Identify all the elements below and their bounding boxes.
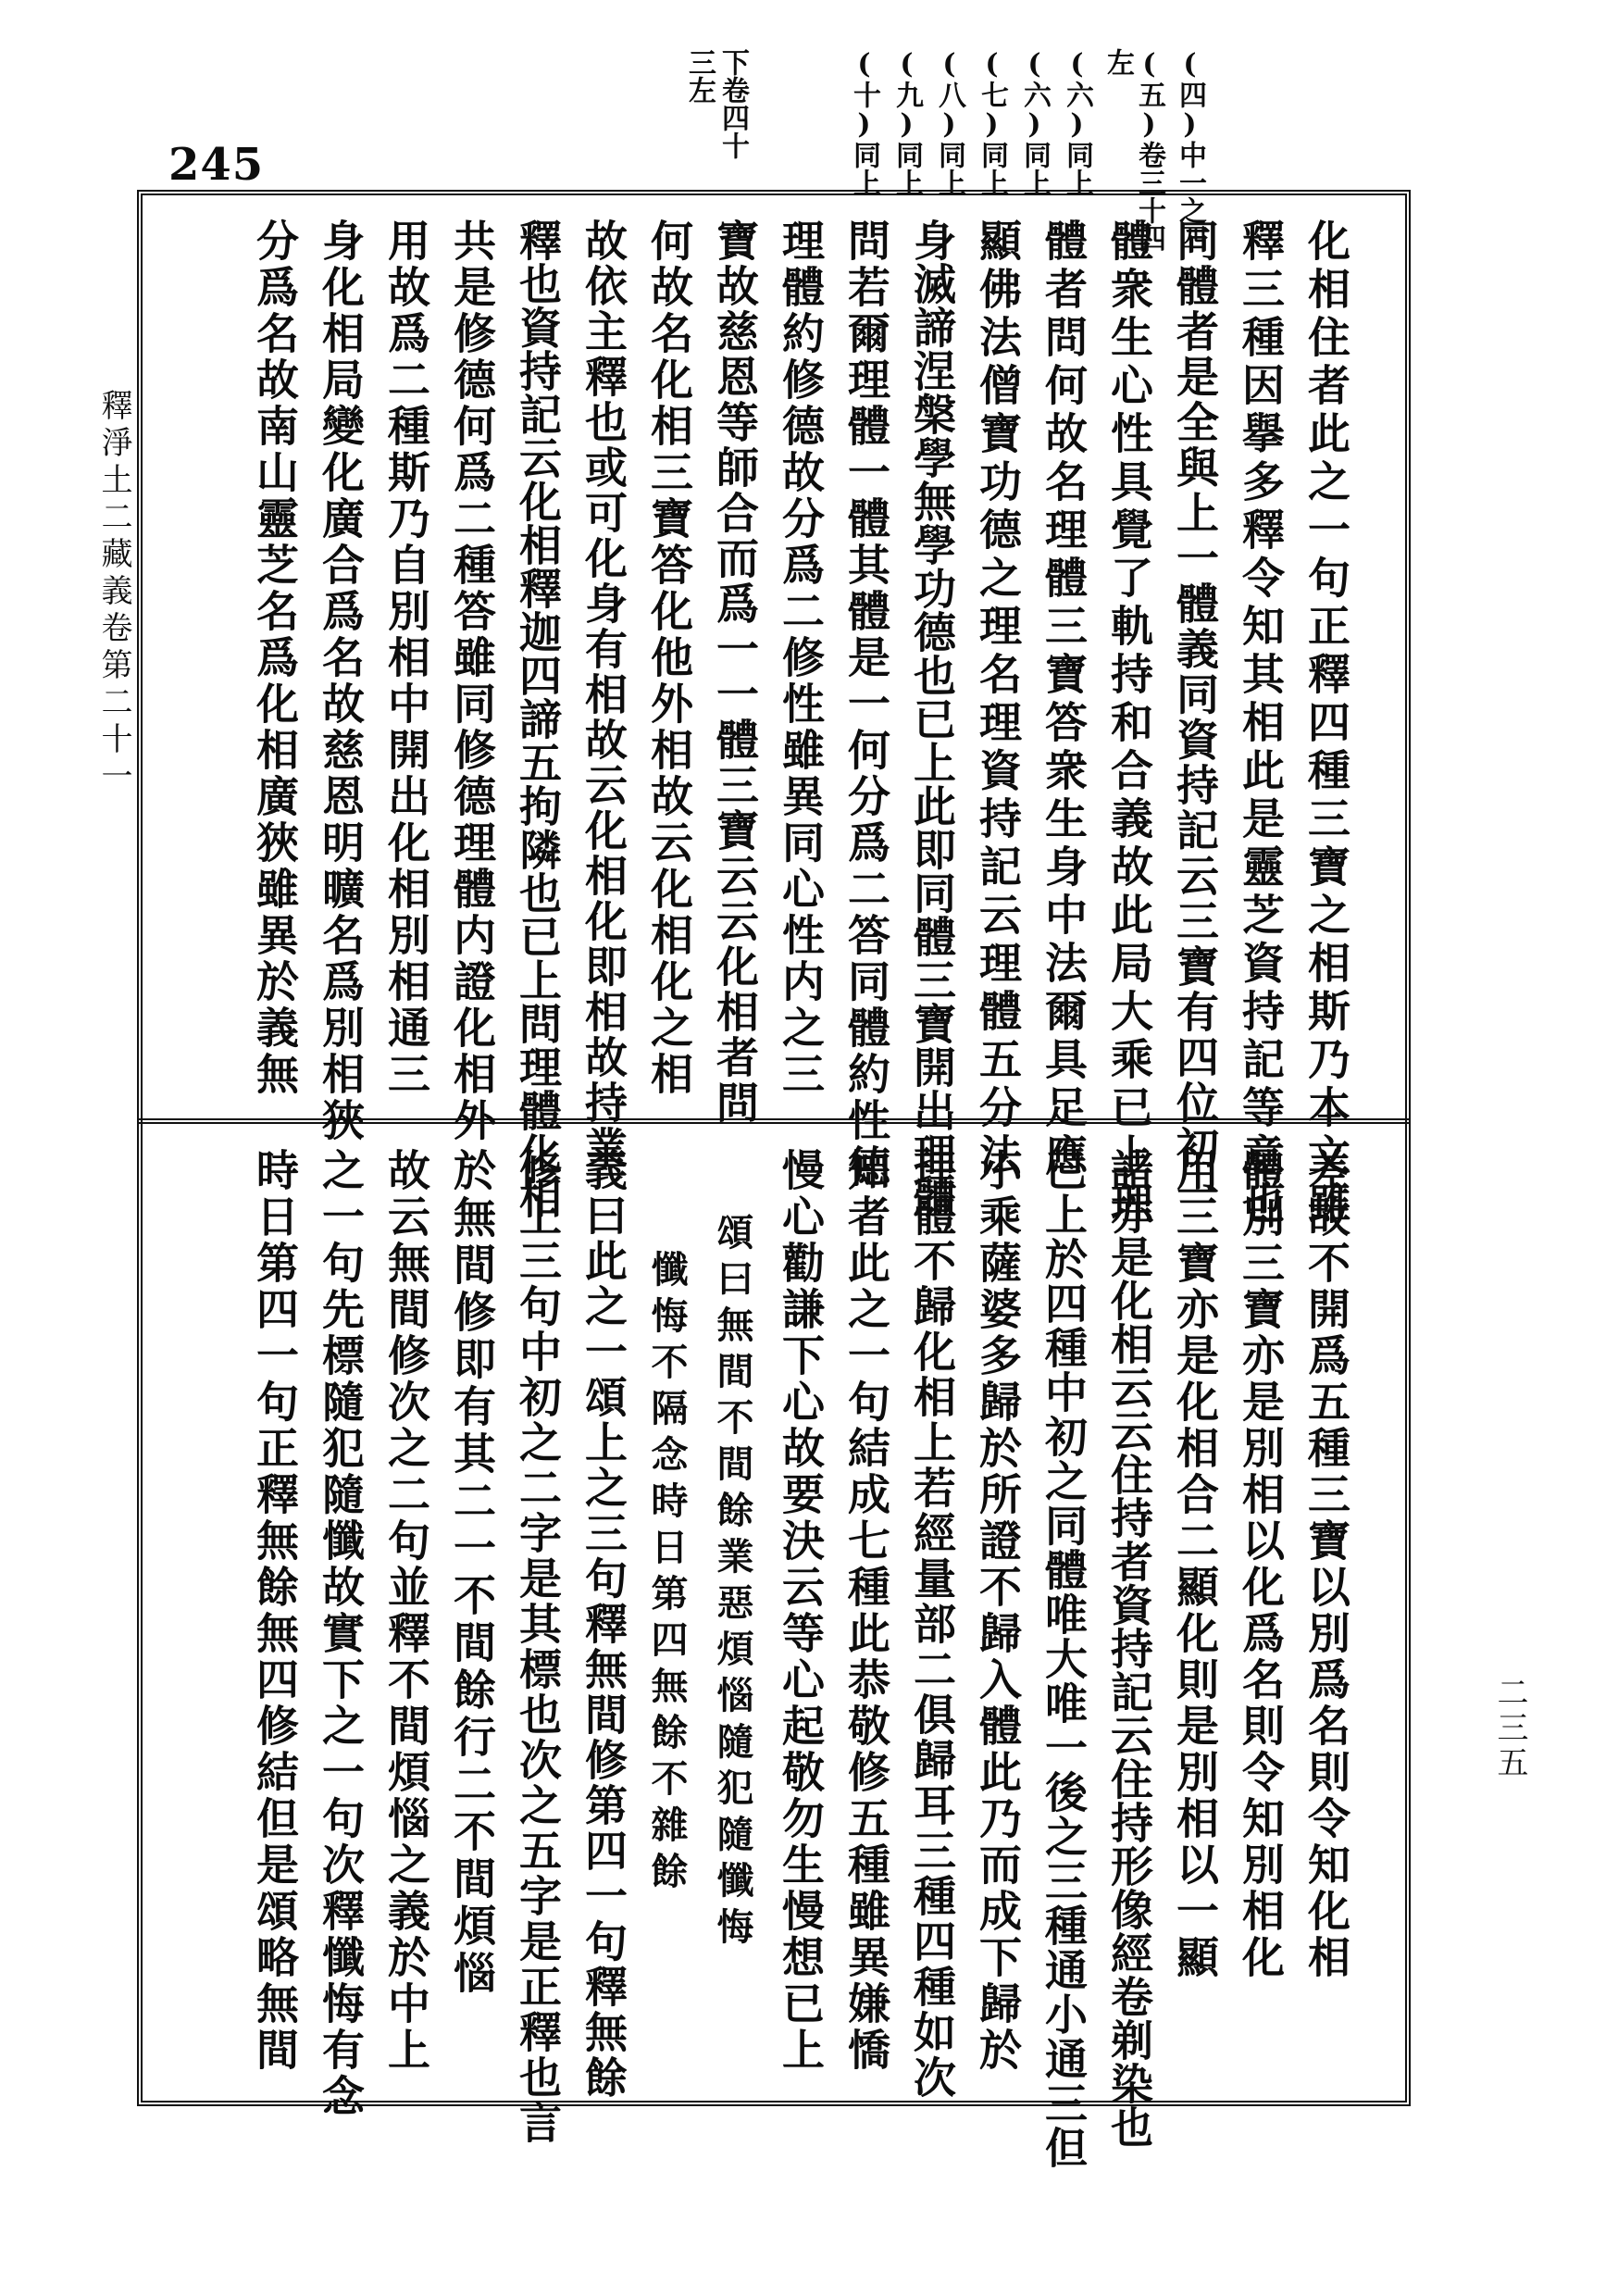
header-note: (五)卷三十四 (1133, 48, 1165, 252)
text-column: 義曰此之一頌上之三句釋無間修第四一句釋無餘 (579, 1148, 629, 2101)
header-notes (676, 48, 1206, 252)
text-column: 釋也資持記云化相釋迦四諦五拘隣也已上問理體化相 (513, 218, 563, 1219)
text-column: 體者問何故名理體三寶答衆生身中法爾具足應 (1039, 218, 1089, 1181)
text-column: 寶故慈恩等師合而爲一一體三寶云云化相者問 (710, 218, 760, 1126)
header-note: (六)同上 (1061, 48, 1093, 196)
text-column: 時日第四一句正釋無餘無四修結但是頌略無間 (250, 1148, 300, 2074)
text-column: 何故名化相三寶答化他外相故云化相化之相 (644, 218, 694, 1098)
text-column: 修上三句中初之二字是其標也次之五字是正釋也言 (513, 1148, 563, 2146)
text-column: 知者此之一句結成七種此恭敬修五種雖異嫌憍 (841, 1148, 891, 2074)
text-column: 諸亦是化相云云住持者資持記云住持形像經卷剃染也 (1104, 1148, 1154, 2149)
text-column: 分爲名故南山靈芝名爲化相廣狹雖異於義無 (250, 218, 300, 1098)
text-column: 身滅諦涅槃學無學功德也已上此即同體三寶開出理體 (907, 218, 957, 1219)
text-column: 同體者是全與上一體義同資持記云三寶有四位初一 (1170, 218, 1220, 1217)
header-note: 三左 (683, 48, 716, 104)
text-column: 小乘薩婆多歸於所證不歸入體此乃而成下歸於 (973, 1148, 1023, 2074)
text-column: 共是修德何爲二種答雖同修德理體内證化相外 (447, 218, 497, 1144)
text-column: 故云無間修次之二句並釋不間煩惱之義於中上 (381, 1148, 431, 2074)
text-column: 理體約修德故分爲二修性雖異同心性内之三 (776, 218, 826, 1098)
header-note: (七)同上 (976, 48, 1008, 196)
page-number: 245 (168, 139, 265, 191)
text-column: 用三寶亦是化相合二顯化則是別相以一顯 (1170, 1148, 1220, 1981)
text-column: 差故不開爲五種三寶以別爲名則令知化相 (1301, 1148, 1351, 1981)
text-column: 問若爾理體一體其體是一何分爲二答同體約性德 (841, 218, 891, 1191)
verse-line: 懺悔不隔念時日第四無餘不雜餘 (645, 1250, 689, 1898)
text-column: 釋三種因擧多釋令知其相此是靈芝資持記等意也 (1236, 218, 1286, 1229)
text-column: 化相住者此之一句正釋四種三寶之相斯乃本文雖 (1301, 218, 1351, 1229)
running-title: 釋淨土二藏義卷第二十一 (95, 389, 132, 796)
text-column: 已上於四種中初之同體唯大唯一後之三種通小通三但 (1039, 1148, 1089, 2170)
text-column: 慢心勸謙下心故要決云等心起敬勿生慢想已上 (776, 1148, 826, 2074)
header-note: (六)同上 (1018, 48, 1051, 196)
text-column: 於無間修即有其二一不間餘行二不間煩惱 (447, 1148, 497, 1998)
text-column: 體別三寶亦是別相以化爲名則令知別相化 (1236, 1148, 1286, 1981)
folio-number: 二三五 (1491, 1676, 1528, 1781)
text-column: 理體不歸化相上若經量部二俱歸耳三種四種如次 (907, 1148, 957, 2101)
text-column: 用故爲二種斯乃自別相中開出化相別相通三 (381, 218, 431, 1098)
text-column: 顯佛法僧寶功德之理名理資持記云理體五分法 (973, 218, 1023, 1181)
header-note: (九)同上 (890, 48, 923, 196)
header-note: (十)同上 (848, 48, 880, 196)
header-note: (八)同上 (933, 48, 965, 196)
text-column: 體衆生心性具覺了軌持和合義故此局大乘已上理 (1104, 218, 1154, 1229)
header-note: (四)中一之四 (1174, 48, 1206, 252)
text-column: 故依主釋也或可化身有相故云化相化即相故持業 (579, 218, 629, 1171)
header-note: 下卷四十 (716, 48, 749, 159)
text-column: 之一句先標隨犯隨懺故實下之一句次釋懺悔有念 (316, 1148, 366, 2120)
header-note: 左 (1101, 48, 1134, 76)
text-column: 身化相局變化廣合爲名故慈恩明曠名爲別相狹 (316, 218, 366, 1144)
verse-line: 頌曰無間不間餘業惡煩惱隨犯隨懺悔 (711, 1213, 754, 1953)
